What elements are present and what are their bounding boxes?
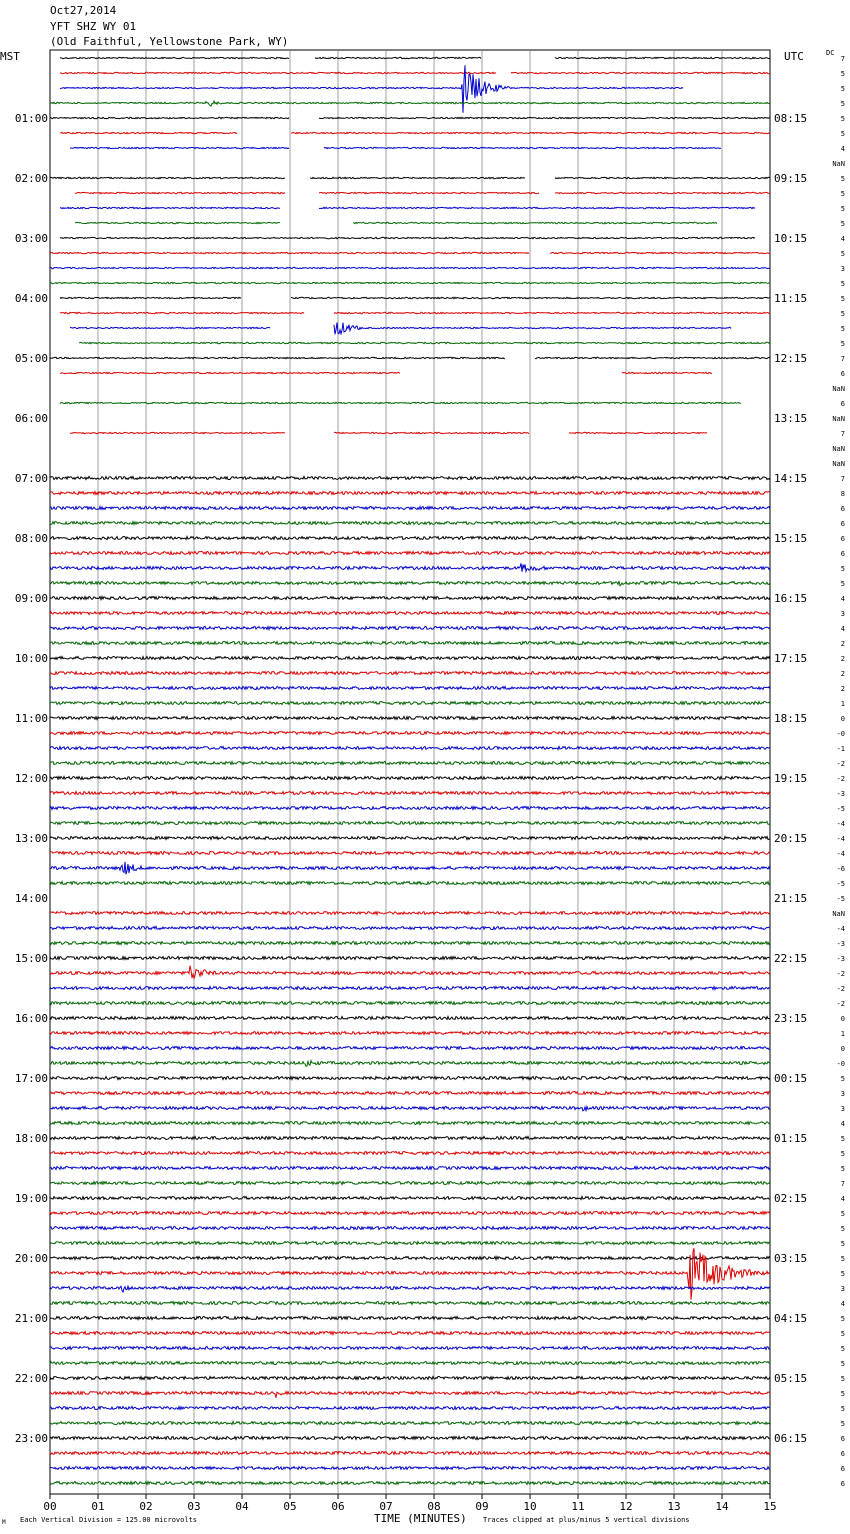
trace-row (50, 657, 770, 660)
x-tick-label: 02 (139, 1500, 153, 1513)
right-hour-label: 21:15 (774, 892, 808, 905)
left-hour-label: 05:00 (14, 352, 48, 365)
dc-offset-value: -4 (836, 835, 845, 843)
dc-offset-value: -4 (836, 820, 845, 828)
dc-offset-value: 6 (840, 370, 845, 378)
trace-row (50, 702, 770, 705)
dc-offset-value: 3 (840, 265, 845, 273)
x-tick-label: 11 (571, 1500, 585, 1513)
trace-row (79, 342, 770, 343)
dc-offset-value: 0 (840, 715, 845, 723)
dc-offset-value: -6 (836, 865, 845, 873)
trace-row (60, 72, 770, 73)
dc-offset-value: 1 (840, 700, 845, 708)
x-tick-label: 00 (43, 1500, 57, 1513)
x-tick-label: 03 (187, 1500, 201, 1513)
dc-offset-value: 5 (840, 70, 845, 78)
right-hour-label: 14:15 (774, 472, 808, 485)
right-hour-label: 06:15 (774, 1432, 808, 1445)
dc-offset-value: 6 (840, 400, 845, 408)
dc-offset-value: 3 (840, 1090, 845, 1098)
dc-offset-value: 6 (840, 1450, 845, 1458)
dc-offset-value: NaN (832, 460, 845, 468)
trace-row (50, 966, 770, 979)
dc-offset-value: 5 (840, 220, 845, 228)
x-tick-label: 12 (619, 1500, 633, 1513)
left-hour-label: 08:00 (14, 532, 48, 545)
left-hour-label: 03:00 (14, 232, 48, 245)
x-tick-label: 15 (763, 1500, 777, 1513)
trace-row (75, 192, 770, 193)
dc-offset-value: 0 (840, 1045, 845, 1053)
clip-footnote: Traces clipped at plus/minus 5 vertical divisions (483, 1516, 690, 1524)
trace-row (50, 522, 770, 525)
dc-offset-value: -3 (836, 955, 845, 963)
dc-offset-value: 5 (840, 1135, 845, 1143)
left-hour-label: 02:00 (14, 172, 48, 185)
right-hour-label: 01:15 (774, 1132, 808, 1145)
dc-offset-value: 5 (840, 1270, 845, 1278)
trace-row (50, 117, 770, 118)
trace-row (50, 1437, 770, 1440)
x-tick-label: 05 (283, 1500, 297, 1513)
trace-row (50, 1482, 770, 1485)
left-hour-label: 16:00 (14, 1012, 48, 1025)
left-hour-label: 04:00 (14, 292, 48, 305)
right-hour-label: 12:15 (774, 352, 808, 365)
dc-offset-value: 4 (840, 1195, 845, 1203)
dc-offset-value: 5 (840, 85, 845, 93)
dc-offset-value: 5 (840, 310, 845, 318)
trace-row (50, 177, 770, 178)
left-hour-label: 18:00 (14, 1132, 48, 1145)
dc-offset-value: 5 (840, 565, 845, 573)
dc-offset-value: 5 (840, 1375, 845, 1383)
left-hour-label: 07:00 (14, 472, 48, 485)
trace-row (50, 1317, 770, 1320)
trace-row (50, 1107, 770, 1111)
trace-row (50, 1047, 770, 1050)
dc-offset-value: 5 (840, 190, 845, 198)
right-hour-label: 13:15 (774, 412, 808, 425)
trace-row (50, 1212, 770, 1215)
trace-row (50, 882, 770, 885)
x-tick-label: 04 (235, 1500, 249, 1513)
trace-row (50, 792, 770, 795)
trace-row (50, 1248, 770, 1300)
left-hour-label: 15:00 (14, 952, 48, 965)
dc-offset-value: NaN (832, 385, 845, 393)
trace-row (50, 957, 770, 960)
dc-offset-value: 5 (840, 1390, 845, 1398)
trace-row (50, 1182, 770, 1185)
trace-row (50, 1032, 770, 1035)
dc-offset-value: 4 (840, 625, 845, 633)
trace-row (60, 297, 770, 298)
dc-offset-value: 5 (840, 115, 845, 123)
dc-offset-value: 4 (840, 595, 845, 603)
x-tick-label: 09 (475, 1500, 489, 1513)
dc-offset-value: -2 (836, 985, 845, 993)
trace-row (50, 1362, 770, 1365)
station-location: (Old Faithful, Yellowstone Park, WY) (50, 35, 289, 48)
left-hour-label: 22:00 (14, 1372, 48, 1385)
trace-row (50, 732, 770, 735)
right-hour-label: 11:15 (774, 292, 808, 305)
left-hour-label: 11:00 (14, 712, 48, 725)
trace-row (50, 563, 770, 572)
trace-row (50, 942, 770, 945)
trace-row (50, 1422, 770, 1425)
dc-offset-value: 6 (840, 535, 845, 543)
trace-row (50, 101, 770, 106)
right-hour-label: 22:15 (774, 952, 808, 965)
dc-offset-value: -5 (836, 895, 845, 903)
dc-offset-value: 5 (840, 1150, 845, 1158)
trace-row (60, 57, 770, 58)
dc-offset-value: 3 (840, 1285, 845, 1293)
right-hour-label: 17:15 (774, 652, 808, 665)
dc-offset-value: 6 (840, 1435, 845, 1443)
trace-row (50, 282, 770, 283)
trace-row (50, 1167, 770, 1170)
right-timezone-label: UTC (784, 50, 804, 63)
dc-offset-value: 5 (840, 280, 845, 288)
left-hour-label: 01:00 (14, 112, 48, 125)
left-hour-label: 20:00 (14, 1252, 48, 1265)
right-hour-label: 03:15 (774, 1252, 808, 1265)
trace-row (50, 852, 770, 855)
right-hour-label: 00:15 (774, 1072, 808, 1085)
dc-offset-value: 6 (840, 1465, 845, 1473)
plot-frame (50, 50, 770, 1494)
dc-offset-value: 8 (840, 490, 845, 498)
x-tick-label: 10 (523, 1500, 537, 1513)
trace-row (50, 1302, 770, 1305)
dc-offset-value: 5 (840, 1315, 845, 1323)
dc-offset-value: -5 (836, 805, 845, 813)
trace-row (70, 323, 731, 335)
trace-row (50, 1467, 770, 1470)
dc-offset-value: -2 (836, 1000, 845, 1008)
left-hour-label: 19:00 (14, 1192, 48, 1205)
trace-row (50, 612, 770, 615)
right-hour-label: 10:15 (774, 232, 808, 245)
trace-row (50, 1137, 770, 1140)
dc-offset-value: -2 (836, 760, 845, 768)
left-hour-label: 10:00 (14, 652, 48, 665)
dc-offset-value: 2 (840, 685, 845, 693)
dc-offset-value: 5 (840, 1165, 845, 1173)
left-hour-label: 17:00 (14, 1072, 48, 1085)
left-hour-label: 13:00 (14, 832, 48, 845)
trace-row (50, 1227, 770, 1230)
left-hour-label: 06:00 (14, 412, 48, 425)
scale-footnote: Each Vertical Division = 125.00 microvolts (20, 1516, 198, 1524)
trace-row (50, 1122, 770, 1125)
trace-row (50, 597, 770, 600)
dc-offset-value: -2 (836, 970, 845, 978)
dc-offset-value: NaN (832, 415, 845, 423)
trace-row (50, 1092, 770, 1095)
dc-offset-value: 7 (840, 355, 845, 363)
trace-row (50, 552, 770, 555)
trace-row (50, 252, 770, 253)
dc-offset-value: 5 (840, 1240, 845, 1248)
right-hour-label: 19:15 (774, 772, 808, 785)
trace-row (60, 237, 755, 238)
dc-offset-value: 7 (840, 475, 845, 483)
trace-row (50, 862, 770, 874)
dc-offset-value: 4 (840, 145, 845, 153)
dc-offset-value: 2 (840, 640, 845, 648)
trace-row (50, 1197, 770, 1200)
trace-row (50, 507, 770, 510)
dc-offset-value: 5 (840, 205, 845, 213)
trace-row (50, 267, 770, 268)
dc-offset-value: 5 (840, 325, 845, 333)
right-hour-label: 08:15 (774, 112, 808, 125)
dc-offset-value: -0 (836, 1060, 845, 1068)
dc-offset-value: 5 (840, 1075, 845, 1083)
trace-row (50, 822, 770, 825)
dc-offset-value: 6 (840, 505, 845, 513)
trace-row (50, 492, 770, 495)
dc-offset-value: 5 (840, 1255, 845, 1263)
x-tick-label: 01 (91, 1500, 105, 1513)
trace-row (50, 537, 770, 540)
dc-offset-value: 7 (840, 55, 845, 63)
trace-row (50, 1286, 770, 1292)
dc-offset-value: NaN (832, 910, 845, 918)
x-tick-label: 14 (715, 1500, 729, 1513)
trace-row (50, 1257, 770, 1260)
dc-offset-value: 4 (840, 1120, 845, 1128)
right-hour-label: 18:15 (774, 712, 808, 725)
right-hour-label: 20:15 (774, 832, 808, 845)
trace-row (50, 837, 770, 840)
dc-offset-value: NaN (832, 160, 845, 168)
dc-offset-value: 6 (840, 1480, 845, 1488)
dc-offset-value: -3 (836, 790, 845, 798)
dc-offset-value: 7 (840, 430, 845, 438)
dc-offset-value: -5 (836, 880, 845, 888)
trace-row (50, 1407, 770, 1410)
trace-row (60, 312, 770, 313)
dc-offset-value: -4 (836, 850, 845, 858)
trace-row (50, 477, 770, 480)
trace-row (50, 642, 770, 645)
trace-row (50, 581, 770, 586)
x-tick-label: 13 (667, 1500, 681, 1513)
right-hour-label: 02:15 (774, 1192, 808, 1205)
dc-offset-value: 5 (840, 1360, 845, 1368)
trace-row (50, 747, 770, 750)
dc-offset-value: 4 (840, 235, 845, 243)
trace-row (50, 927, 770, 930)
trace-row (60, 207, 755, 208)
dc-offset-header: DC (826, 49, 835, 57)
trace-row (50, 807, 770, 810)
right-hour-label: 04:15 (774, 1312, 808, 1325)
dc-offset-value: 3 (840, 1105, 845, 1113)
trace-rows (50, 57, 770, 1484)
dc-offset-value: -2 (836, 775, 845, 783)
right-hour-label: 15:15 (774, 532, 808, 545)
right-hour-label: 23:15 (774, 1012, 808, 1025)
left-hour-label: 12:00 (14, 772, 48, 785)
dc-offset-value: -1 (836, 745, 845, 753)
trace-row (50, 1002, 770, 1005)
dc-offset-value: 5 (840, 1405, 845, 1413)
trace-row (50, 687, 770, 690)
dc-offset-value: 5 (840, 1210, 845, 1218)
trace-row (50, 1452, 770, 1455)
dc-offset-value: 5 (840, 1345, 845, 1353)
axis-labels (15, 55, 845, 1513)
trace-row (50, 672, 770, 675)
trace-row (50, 1392, 770, 1398)
trace-row (60, 132, 770, 133)
dc-offset-value: 2 (840, 655, 845, 663)
trace-row (50, 1332, 770, 1335)
x-axis-title: TIME (MINUTES) (374, 1512, 467, 1525)
trace-row (50, 1152, 770, 1155)
dc-offset-value: 5 (840, 175, 845, 183)
corner-mark: M (2, 1519, 6, 1526)
trace-row (50, 1377, 770, 1380)
x-tick-label: 07 (379, 1500, 393, 1513)
dc-offset-value: 5 (840, 1225, 845, 1233)
dc-offset-value: 5 (840, 100, 845, 108)
left-hour-label: 09:00 (14, 592, 48, 605)
dc-offset-value: 6 (840, 520, 845, 528)
dc-offset-value: 5 (840, 295, 845, 303)
trace-row (75, 222, 717, 223)
trace-row (70, 432, 707, 433)
trace-row (60, 402, 741, 403)
dc-offset-value: 1 (840, 1030, 845, 1038)
x-tick-label: 08 (427, 1500, 441, 1513)
dc-offset-value: -3 (836, 940, 845, 948)
dc-offset-value: -0 (836, 730, 845, 738)
trace-row (50, 1242, 770, 1245)
trace-row (50, 1347, 770, 1350)
trace-row (50, 777, 770, 780)
trace-row (50, 762, 770, 765)
left-hour-label: 23:00 (14, 1432, 48, 1445)
minute-grid (50, 50, 770, 1494)
dc-offset-value: 3 (840, 610, 845, 618)
dc-offset-value: 4 (840, 1300, 845, 1308)
trace-row (50, 357, 770, 358)
dc-offset-value: 5 (840, 1330, 845, 1338)
trace-row (50, 627, 770, 630)
dc-offset-value: 5 (840, 130, 845, 138)
dc-offset-value: 2 (840, 670, 845, 678)
right-hour-label: 16:15 (774, 592, 808, 605)
right-hour-label: 09:15 (774, 172, 808, 185)
dc-offset-value: 7 (840, 1180, 845, 1188)
trace-row (50, 1061, 770, 1067)
dc-offset-value: 5 (840, 580, 845, 588)
dc-offset-value: 5 (840, 250, 845, 258)
right-hour-label: 05:15 (774, 1372, 808, 1385)
dc-offset-value: -4 (836, 925, 845, 933)
left-hour-label: 21:00 (14, 1312, 48, 1325)
trace-row (50, 1077, 770, 1080)
station-code: YFT SHZ WY 01 (50, 20, 137, 33)
dc-offset-value: 0 (840, 1015, 845, 1023)
dc-offset-value: 6 (840, 550, 845, 558)
left-hour-label: 14:00 (14, 892, 48, 905)
dc-offset-value: NaN (832, 445, 845, 453)
trace-row (50, 1017, 770, 1020)
trace-row (70, 147, 721, 148)
left-timezone-label: MST (0, 50, 20, 63)
x-tick-label: 06 (331, 1500, 345, 1513)
trace-row (50, 912, 770, 915)
trace-row (50, 987, 770, 990)
dc-offset-value: 5 (840, 340, 845, 348)
dc-offset-value: 5 (840, 1420, 845, 1428)
chart-date: Oct27,2014 (50, 4, 117, 17)
trace-row (50, 717, 770, 720)
